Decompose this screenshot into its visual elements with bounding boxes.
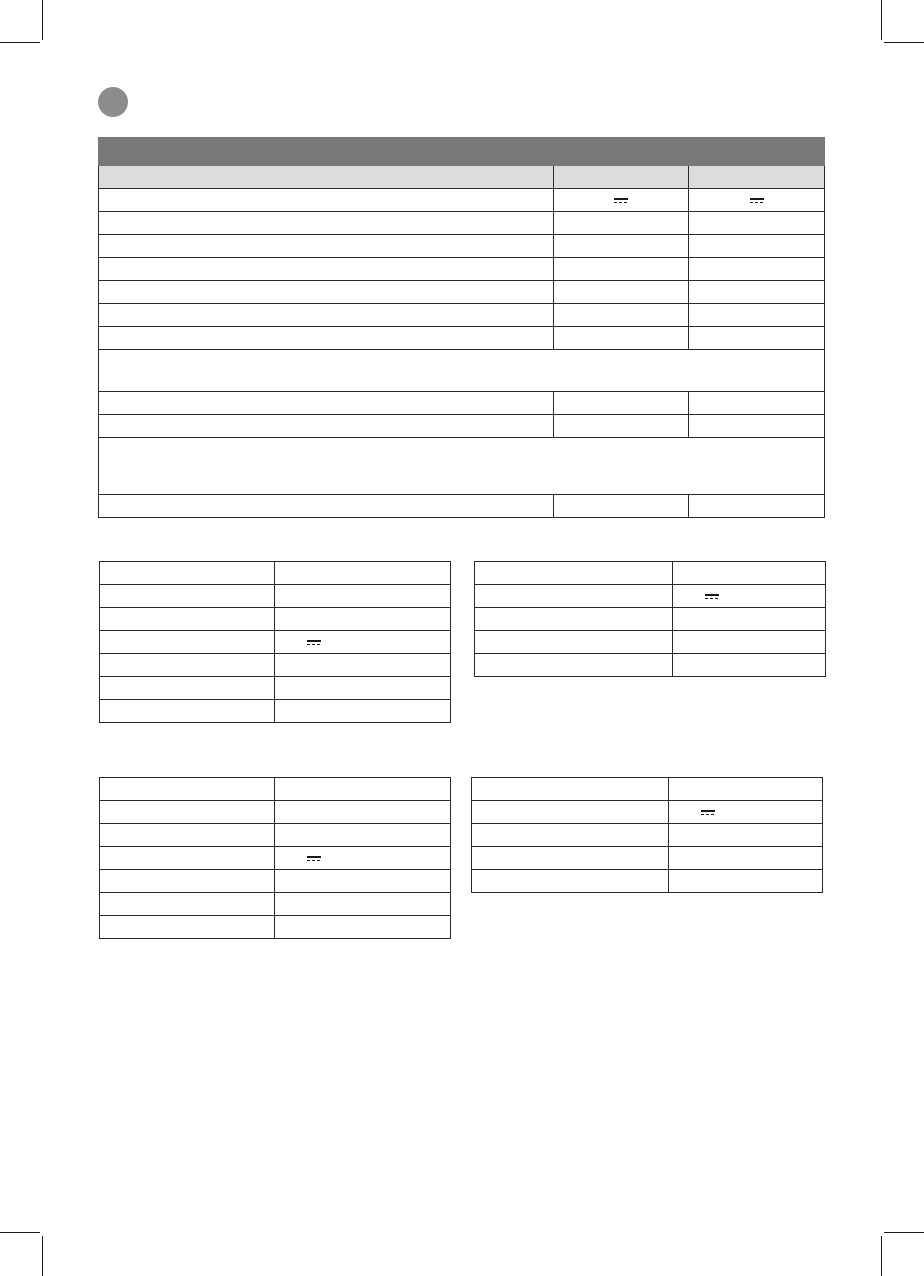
row-label <box>99 304 554 327</box>
table-row <box>100 631 451 654</box>
table-row <box>99 304 825 327</box>
row-value <box>275 654 451 677</box>
table-row <box>100 562 451 585</box>
table-row <box>475 608 826 631</box>
table-row <box>100 700 451 723</box>
row-label <box>472 824 669 847</box>
crop-mark-top-right-vertical <box>881 0 882 40</box>
table-row <box>100 824 451 847</box>
table-row <box>472 824 823 847</box>
table-row <box>99 189 825 212</box>
row-value <box>275 824 451 847</box>
row-label <box>99 281 554 304</box>
row-value-col2 <box>689 258 825 281</box>
row-label <box>99 235 554 258</box>
row-value <box>275 801 451 824</box>
lower-right-spec-table <box>471 777 823 893</box>
row-value <box>275 778 451 801</box>
row-value-col2 <box>689 415 825 438</box>
row-label <box>99 212 554 235</box>
row-value <box>275 677 451 700</box>
row-value <box>275 562 451 585</box>
upper-left-spec-table <box>99 561 451 723</box>
header-cell-col1 <box>554 166 689 189</box>
table-row <box>99 258 825 281</box>
dc-current-icon <box>307 856 321 861</box>
row-value-col2 <box>689 235 825 258</box>
dc-current-icon <box>750 198 764 203</box>
table-note <box>99 438 825 495</box>
row-value-col1 <box>554 495 689 518</box>
dc-current-icon <box>307 640 321 645</box>
row-label <box>99 189 554 212</box>
row-value <box>673 608 826 631</box>
row-label <box>100 585 275 608</box>
table-row <box>472 870 823 893</box>
table-row <box>100 677 451 700</box>
row-value-col2 <box>689 327 825 350</box>
row-value <box>673 562 826 585</box>
table-row <box>99 235 825 258</box>
table-row <box>472 801 823 824</box>
table-row <box>100 870 451 893</box>
row-value <box>669 847 823 870</box>
row-value-col1 <box>554 392 689 415</box>
row-value-col2 <box>689 392 825 415</box>
row-value <box>275 631 451 654</box>
row-value <box>275 608 451 631</box>
row-label <box>100 562 275 585</box>
row-label <box>99 327 554 350</box>
crop-mark-bottom-left-horizontal <box>0 1232 40 1233</box>
row-label <box>100 654 275 677</box>
row-label <box>100 847 275 870</box>
row-value <box>669 801 823 824</box>
table-row <box>472 778 823 801</box>
row-value <box>275 893 451 916</box>
table-row <box>100 778 451 801</box>
row-value-col1 <box>554 258 689 281</box>
table-row <box>99 281 825 304</box>
table-header-row <box>99 166 825 189</box>
section-marker-icon <box>98 87 128 117</box>
crop-mark-bottom-right-horizontal <box>884 1232 924 1233</box>
row-label <box>475 654 673 677</box>
row-value <box>275 847 451 870</box>
row-label <box>472 847 669 870</box>
table-row <box>100 801 451 824</box>
table-note-row <box>99 438 825 495</box>
table-title <box>99 138 825 166</box>
table-row <box>475 631 826 654</box>
crop-mark-top-left-horizontal <box>0 42 40 43</box>
row-label <box>100 916 275 939</box>
row-label <box>472 870 669 893</box>
row-label <box>100 631 275 654</box>
table-row <box>99 415 825 438</box>
table-row <box>100 608 451 631</box>
row-value <box>673 585 826 608</box>
row-label <box>475 631 673 654</box>
row-value-col2 <box>689 495 825 518</box>
row-value-col1 <box>554 235 689 258</box>
row-value-col1 <box>554 189 689 212</box>
row-label <box>99 258 554 281</box>
row-label <box>475 562 673 585</box>
row-value-col1 <box>554 281 689 304</box>
row-label <box>100 870 275 893</box>
table-row <box>100 893 451 916</box>
row-value-col1 <box>554 212 689 235</box>
header-cell-col2 <box>689 166 825 189</box>
crop-mark-top-left-vertical <box>42 0 43 40</box>
table-row <box>475 585 826 608</box>
crop-mark-top-right-horizontal <box>884 42 924 43</box>
table-note <box>99 350 825 392</box>
table-note-row <box>99 350 825 392</box>
table-row <box>472 847 823 870</box>
table-row <box>99 212 825 235</box>
table-row <box>99 495 825 518</box>
row-label <box>475 585 673 608</box>
table-row <box>100 585 451 608</box>
row-value-col1 <box>554 327 689 350</box>
row-label <box>100 700 275 723</box>
row-label <box>99 392 554 415</box>
table-row <box>475 654 826 677</box>
row-value-col2 <box>689 304 825 327</box>
row-value-col1 <box>554 304 689 327</box>
table-row <box>475 562 826 585</box>
table-row <box>100 654 451 677</box>
row-value-col2 <box>689 212 825 235</box>
row-value-col2 <box>689 189 825 212</box>
row-label <box>99 415 554 438</box>
row-label <box>100 608 275 631</box>
row-value-col2 <box>689 281 825 304</box>
row-label <box>472 778 669 801</box>
row-value <box>275 585 451 608</box>
row-label <box>100 677 275 700</box>
table-row <box>99 392 825 415</box>
row-label <box>100 893 275 916</box>
dc-current-icon <box>701 810 715 815</box>
upper-right-spec-table <box>474 561 826 677</box>
row-value <box>669 870 823 893</box>
row-value-col1 <box>554 415 689 438</box>
dc-current-icon <box>614 198 628 203</box>
row-label <box>472 801 669 824</box>
row-value <box>275 916 451 939</box>
row-label <box>100 824 275 847</box>
row-value <box>673 654 826 677</box>
row-label <box>100 801 275 824</box>
row-label <box>100 778 275 801</box>
row-label <box>99 495 554 518</box>
crop-mark-bottom-right-vertical <box>881 1236 882 1276</box>
table-row <box>99 327 825 350</box>
row-value <box>673 631 826 654</box>
row-label <box>475 608 673 631</box>
row-value <box>275 700 451 723</box>
crop-mark-bottom-left-vertical <box>42 1236 43 1276</box>
dc-current-icon <box>705 594 719 599</box>
row-value <box>275 870 451 893</box>
row-value <box>669 824 823 847</box>
row-value <box>669 778 823 801</box>
header-cell-label <box>99 166 554 189</box>
main-spec-table <box>98 137 825 518</box>
table-row <box>100 916 451 939</box>
table-row <box>100 847 451 870</box>
lower-left-spec-table <box>99 777 451 939</box>
table-title-bar <box>99 138 825 166</box>
